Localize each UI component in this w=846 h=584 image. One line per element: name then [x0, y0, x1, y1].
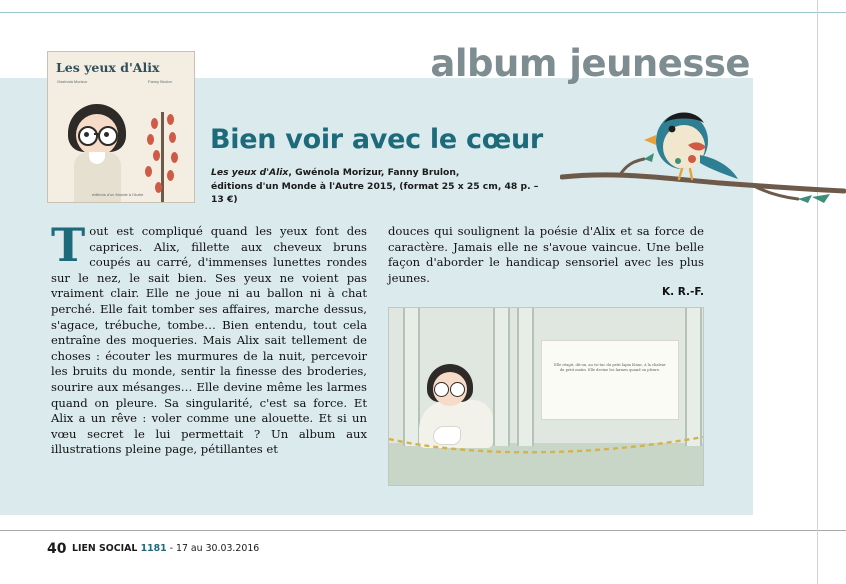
drop-cap: T [51, 218, 86, 272]
cover-glasses-bridge-icon [94, 133, 100, 135]
credits-details: éditions d'un Monde à l'Autre 2015, (format 25 x 25 cm, 48 p. – 13 €) [211, 180, 539, 205]
illustration-glasses-right-icon [450, 382, 465, 397]
right-white-margin [753, 0, 846, 584]
cover-glasses-right-icon [98, 126, 118, 146]
article-byline: K. R.-F. [661, 286, 704, 298]
book-cover-image [47, 51, 195, 203]
illustration-glasses-left-icon [434, 382, 449, 397]
right-vertical-rule [817, 0, 818, 584]
article-body-left-text: out est compliqué quand les yeux font des caprices. Alix, fillette aux cheveux bruns coupés au carré, d'immenses lunettes rondes sur le nez, le sait bien. Ses yeux ne voient pas vraiment clair. Elle ne joue ni au ballon ni à chat perché. Elle fait tomber ses affaires, marche dessus, s'agace, trébuche, tombe… Bien entendu, tout cela entraîne des moqueries. Mais Alix sait tellement de choses : écouter les murmures de la nuit, percevoir les bruits du monde, sentir la finesse des broderies, sourire aux mésanges… Elle devine même les larmes quand on pleure. Sa singularité, c'est sa force. Et Alix a un rêve : voler comme une alouette. Et si un vœu secret le lui permettait ? Un album aux illustrations pleine page, pétillantes et [51, 224, 367, 457]
bird-branch-svg [560, 105, 846, 215]
footer-date: - 17 au 30.03.2016 [166, 543, 260, 554]
cover-glasses-left-icon [78, 126, 98, 146]
illustration-rope [389, 435, 703, 457]
illustration-note-card [541, 340, 679, 420]
section-header: album jeunesse [430, 42, 750, 85]
book-credits [211, 166, 541, 207]
cover-title: Les yeux d'Alix [56, 60, 160, 75]
page-number: 40 [47, 541, 67, 557]
article-title: Bien voir avec le cœur [210, 124, 543, 156]
illustration-tree-trunk [517, 308, 534, 446]
footer-rule [0, 530, 846, 531]
cover-author-right: Fanny Brulon [148, 79, 172, 84]
illustration-tree-trunk [493, 308, 510, 446]
article-body-right-column [388, 224, 704, 286]
footer-issue-number: 1181 [140, 543, 167, 554]
illustration-tree-trunk [403, 308, 420, 446]
illustration-note-text: Elle réagit, dit-on, au tic-tac du petit lapin blanc, à la chaleur du petit matin. Elle devine les larmes quand on pleure. [554, 363, 666, 373]
credits-book-title: Les yeux d'Alix [211, 167, 289, 178]
article-body-left-column [51, 218, 367, 458]
illustration-tree-trunk [685, 308, 702, 446]
cover-author-left: Gwénola Morizur [57, 79, 88, 84]
credits-authors: , Gwénola Morizur, Fanny Brulon, [288, 167, 460, 178]
top-rule [0, 12, 846, 13]
branch-bird-decoration [560, 105, 846, 215]
footer-publication: LIEN SOCIAL [72, 543, 138, 554]
article-body-right-text: douces qui soulignent la poésie d'Alix et sa force de caractère. Jamais elle ne s'avoue vaincue. Une belle façon d'aborder le handicap sensoriel avec les plus jeunes. [388, 224, 704, 285]
footer-credit [72, 543, 259, 554]
cover-publisher: éditions d'un Monde à l'Autre [92, 192, 144, 197]
cover-tree-illustration [143, 112, 189, 202]
inner-illustration-image [388, 307, 704, 486]
